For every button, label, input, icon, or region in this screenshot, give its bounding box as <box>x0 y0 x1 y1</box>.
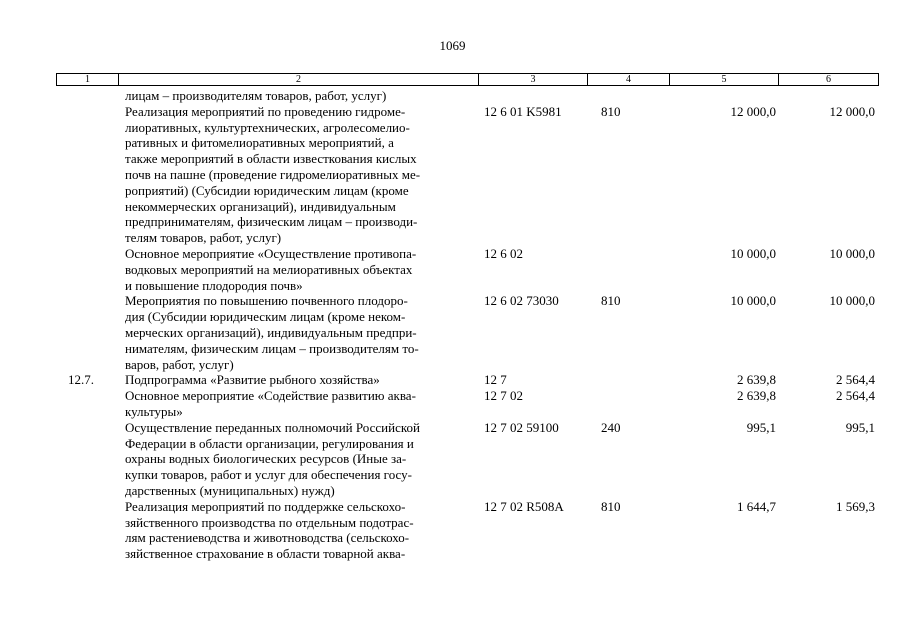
description-line: Федерации в области организации, регулирования и <box>125 435 414 451</box>
description-line: также мероприятий в области известкования кислых <box>125 151 417 167</box>
row-value-5: 2 639,8 <box>737 372 776 388</box>
row-code: 12 7 <box>484 372 507 388</box>
header-col-1: 1 <box>57 74 119 85</box>
description-line: нимателям, физическим лицам – производителям то- <box>125 340 419 356</box>
row-value-5: 2 639,8 <box>737 388 776 404</box>
table-row <box>56 372 879 388</box>
description-line: мерческих организаций), индивидуальным предпри- <box>125 324 417 340</box>
row-value-5: 10 000,0 <box>730 293 776 309</box>
description-line: Подпрограмма «Развитие рыбного хозяйства» <box>125 372 380 388</box>
row-code: 12 7 02 59100 <box>484 419 559 435</box>
row-code: 12 6 01 K5981 <box>484 103 562 119</box>
header-col-3: 3 <box>479 74 588 85</box>
description-line: Основное мероприятие «Осуществление противопа- <box>125 245 417 261</box>
description-line: культуры» <box>125 403 183 419</box>
description-line: роприятий) (Субсидии юридическим лицам (кроме <box>125 182 409 198</box>
table-header <box>56 73 879 86</box>
row-value-5 <box>669 88 778 104</box>
description-line: ративных и фитомелиоративных мероприятий, а <box>125 135 394 151</box>
description-line: Реализация мероприятий по поддержке сельскохо- <box>125 498 406 514</box>
row-expense-type: 810 <box>601 293 621 309</box>
row-value-5: 995,1 <box>746 419 776 435</box>
row-expense-type <box>587 88 669 104</box>
row-value-6: 10 000,0 <box>829 245 875 261</box>
table-row <box>56 246 879 293</box>
table-row <box>56 88 879 104</box>
table-row <box>56 420 879 499</box>
header-col-2: 2 <box>119 74 479 85</box>
row-description <box>118 246 478 293</box>
description-line: Осуществление переданных полномочий Российской <box>125 419 420 435</box>
row-code: 12 7 02 <box>484 388 523 404</box>
row-code: 12 7 02 R508A <box>484 498 564 514</box>
row-description <box>118 388 478 420</box>
row-description <box>118 293 478 372</box>
row-value-6: 2 564,4 <box>836 372 875 388</box>
row-value-5: 12 000,0 <box>730 103 776 119</box>
description-line: зяйственного производства по отдельным подотрас- <box>125 514 414 530</box>
description-line: и повышение плодородия почв» <box>125 277 303 293</box>
row-value-6: 995,1 <box>845 419 875 435</box>
description-line: варов, работ, услуг) <box>125 356 234 372</box>
row-code: 12 6 02 73030 <box>484 293 559 309</box>
row-code: 12 6 02 <box>484 245 523 261</box>
table-row <box>56 388 879 420</box>
row-number: 12.7. <box>68 372 94 388</box>
row-expense-type: 810 <box>601 498 621 514</box>
header-col-6: 6 <box>826 74 831 85</box>
description-line: Реализация мероприятий по проведению гидроме- <box>125 103 406 119</box>
description-line: лицам – производителям товаров, работ, услуг) <box>125 88 387 103</box>
row-expense-type: 810 <box>601 103 621 119</box>
row-description <box>118 104 478 246</box>
page-number: 1069 <box>439 38 466 53</box>
row-expense-type <box>587 372 669 388</box>
row-number <box>56 499 118 562</box>
row-value-6: 2 564,4 <box>836 388 875 404</box>
row-number <box>56 104 118 246</box>
description-line: зяйственное страхование в области товарной аква- <box>125 546 406 562</box>
row-description <box>118 420 478 499</box>
row-value-5: 10 000,0 <box>730 245 776 261</box>
row-description <box>118 499 478 562</box>
description-line: телям товаров, работ, услуг) <box>125 230 282 246</box>
row-expense-type <box>587 246 669 293</box>
row-number <box>56 388 118 420</box>
row-number <box>56 246 118 293</box>
row-value-6: 12 000,0 <box>829 103 875 119</box>
header-col-4: 4 <box>588 74 670 85</box>
row-value-6: 1 569,3 <box>836 498 875 514</box>
description-line: водковых мероприятий на мелиоративных объектах <box>125 261 413 277</box>
row-expense-type <box>587 388 669 420</box>
row-expense-type: 240 <box>601 419 621 435</box>
header-col-5: 5 <box>670 74 779 85</box>
description-line: купки товаров, работ и услуг для обеспечения госу- <box>125 467 412 483</box>
description-line: некоммерческих организаций), индивидуальным <box>125 198 396 214</box>
description-line: Основное мероприятие «Содействие развитию аква- <box>125 388 416 404</box>
row-description <box>118 88 478 104</box>
row-number <box>56 420 118 499</box>
row-description <box>118 372 478 388</box>
row-number <box>56 88 118 104</box>
description-line: дия (Субсидии юридическим лицам (кроме неком- <box>125 309 406 325</box>
table-row <box>56 499 879 562</box>
row-code <box>478 88 587 104</box>
row-value-6 <box>778 88 879 104</box>
description-line: лям растениеводства и животноводства (сельскохо- <box>125 530 410 546</box>
table-body <box>56 88 879 562</box>
description-line: почв на пашне (проведение гидромелиоративных ме- <box>125 166 421 182</box>
description-line: охраны водных биологических ресурсов (Иные за- <box>125 451 407 467</box>
description-line: дарственных (муниципальных) нужд) <box>125 482 335 498</box>
description-line: лиоративных, культуртехнических, агролесомелио- <box>125 119 410 135</box>
table-row <box>56 293 879 372</box>
description-line: Мероприятия по повышению почвенного плодоро- <box>125 293 408 309</box>
description-line: предпринимателям, физическим лицам – производи- <box>125 214 418 230</box>
row-value-5: 1 644,7 <box>737 498 776 514</box>
row-value-6: 10 000,0 <box>829 293 875 309</box>
table-row <box>56 104 879 246</box>
row-number <box>56 293 118 372</box>
